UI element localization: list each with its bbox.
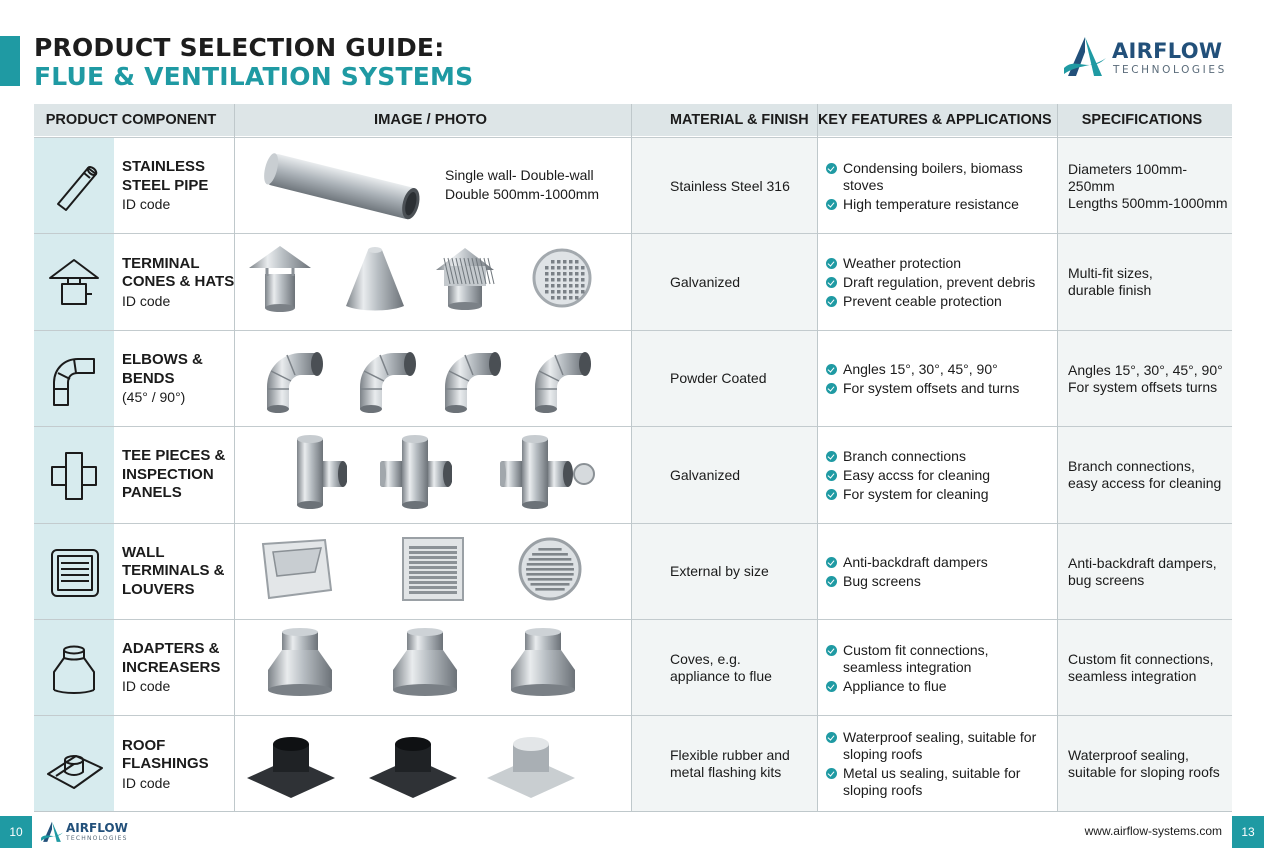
column-header-component: PRODUCT COMPONENT — [45, 111, 217, 128]
product-name — [122, 544, 237, 600]
product-name-line: FLASHINGS — [122, 755, 209, 773]
table-row — [34, 426, 1232, 523]
feature-line: Angles 15°, 30°, 45°, 90° — [843, 360, 998, 377]
product-component — [122, 234, 237, 330]
specification-line: Custom fit connections, — [1068, 651, 1214, 667]
material-text — [670, 747, 790, 781]
product-name-line: BENDS — [122, 369, 175, 387]
check-icon — [826, 576, 837, 587]
feature-item — [826, 380, 1056, 397]
footer — [0, 816, 1264, 848]
product-name-line: INCREASERS — [122, 658, 221, 676]
product-photo — [350, 337, 422, 417]
product-name-line: ELBOWS & — [122, 351, 203, 369]
product-name-line: STAINLESS — [122, 158, 206, 176]
product-photo — [255, 144, 445, 224]
column-divider — [234, 104, 235, 812]
product-code: ID code — [122, 292, 171, 309]
product-name-line: TEE PIECES & — [122, 447, 226, 465]
brand-tagline: TECHNOLOGIES — [1113, 64, 1227, 76]
image-cell — [235, 716, 632, 812]
table-header — [34, 104, 1232, 136]
feature-line: Bug screens — [843, 572, 921, 589]
table-row — [34, 233, 1232, 330]
feature-item — [826, 573, 1056, 590]
material-finish — [670, 331, 815, 427]
feature-list — [826, 331, 1056, 427]
column-divider — [631, 104, 632, 812]
airflow-logo-icon — [1062, 34, 1108, 80]
specification-line: Waterproof sealing, — [1068, 747, 1189, 764]
product-component — [122, 427, 237, 523]
product-code: ID code — [122, 196, 171, 213]
product-photo — [525, 240, 601, 316]
specification-line: Diameters 100mm-250mm — [1068, 160, 1188, 194]
title-line-1: PRODUCT SELECTION GUIDE: — [34, 33, 445, 62]
product-name-line: LOUVERS — [122, 580, 195, 598]
roof-flashing-icon — [44, 734, 106, 796]
specification-line: Multi-fit sizes, — [1068, 265, 1153, 282]
footer-logo — [40, 820, 150, 844]
feature-list — [826, 524, 1056, 620]
table-bottom-border — [34, 811, 1232, 812]
product-component — [122, 620, 237, 716]
icon-cell — [34, 234, 114, 330]
product-name — [122, 351, 237, 388]
website-link[interactable]: www.airflow-systems.com — [1084, 824, 1222, 838]
title-line-2: FLUE & VENTILATION SYSTEMS — [34, 62, 474, 91]
table-row — [34, 523, 1232, 620]
specifications-text — [1068, 458, 1221, 492]
product-name-line: INSPECTION — [122, 465, 214, 483]
specification-line: Anti-backdraft dampers, — [1068, 554, 1217, 571]
specification-line: For system offsets turns — [1068, 378, 1218, 395]
feature-item — [826, 196, 1056, 213]
material-line: Coves, e.g. — [670, 651, 741, 667]
feature-item — [826, 467, 1056, 484]
product-photo — [430, 240, 500, 315]
material-finish — [670, 524, 815, 620]
specifications-text — [1068, 555, 1217, 589]
feature-line: seamless integration — [843, 658, 972, 675]
accent-bar — [0, 36, 20, 86]
product-name-line: PANELS — [122, 484, 182, 502]
feature-line: Draft regulation, prevent debris — [843, 273, 1036, 290]
check-icon — [826, 383, 837, 394]
column-header-image: IMAGE / PHOTO — [373, 111, 487, 128]
check-icon — [826, 732, 837, 743]
feature-line: High temperature resistance — [843, 195, 1019, 212]
product-name-line: ROOF — [122, 736, 166, 754]
page-title — [34, 33, 473, 91]
feature-item — [826, 255, 1056, 272]
product-code: ID code — [122, 774, 171, 791]
feature-list — [826, 138, 1056, 234]
tee-piece-icon — [44, 445, 106, 507]
louver-vent-icon — [44, 542, 106, 604]
material-finish — [670, 716, 815, 812]
feature-list — [826, 716, 1056, 812]
cowl-hat-icon — [44, 252, 106, 314]
material-finish — [670, 234, 815, 330]
specification-line: easy access for cleaning — [1068, 475, 1222, 492]
feature-line: Prevent ceable protection — [843, 292, 1002, 309]
table-row — [34, 715, 1232, 812]
product-name-line: TERMINALS & — [122, 562, 225, 580]
feature-item — [826, 486, 1056, 503]
check-icon — [826, 489, 837, 500]
material-line: External by size — [670, 563, 769, 580]
feature-line: Appliance to flue — [843, 677, 947, 694]
feature-item — [826, 448, 1056, 465]
material-text — [670, 651, 772, 685]
column-header-specifications: SPECIFICATIONS — [1081, 111, 1203, 128]
check-icon — [826, 451, 837, 462]
feature-line: Anti-backdraft dampers — [843, 553, 988, 570]
airflow-logo-icon-small — [40, 820, 64, 844]
specification-line: Branch connections, — [1068, 458, 1195, 475]
feature-line: Waterproof sealing, suitable for — [843, 729, 1037, 746]
column-header-material: MATERIAL & FINISH — [670, 111, 809, 128]
check-icon — [826, 768, 837, 779]
specifications — [1068, 234, 1230, 330]
feature-item — [826, 765, 1056, 799]
product-photo — [380, 433, 452, 513]
feature-item — [826, 160, 1056, 194]
check-icon — [826, 645, 837, 656]
product-name-line: TERMINAL — [122, 254, 200, 272]
feature-item — [826, 293, 1056, 310]
material-line: Galvanized — [670, 273, 741, 290]
specifications — [1068, 331, 1230, 427]
product-photo — [385, 626, 465, 700]
feature-line: Easy accss for cleaning — [843, 466, 991, 483]
feature-item — [826, 729, 1056, 763]
product-photo — [395, 530, 471, 608]
product-photo — [525, 337, 597, 417]
feature-line: Weather protection — [843, 254, 962, 271]
brand-logo — [1062, 34, 1252, 82]
product-photo — [510, 530, 590, 610]
material-line: Galvanized — [670, 466, 741, 483]
feature-list — [826, 427, 1056, 523]
product-component — [122, 331, 237, 427]
icon-cell — [34, 620, 114, 716]
table-row — [34, 619, 1232, 716]
product-table — [34, 104, 1232, 812]
table-row — [34, 137, 1232, 234]
check-icon — [826, 470, 837, 481]
image-note — [445, 166, 599, 203]
feature-item — [826, 361, 1056, 378]
footer-brand-name: AIRFLOW — [66, 821, 128, 835]
icon-cell — [34, 427, 114, 523]
brand-name: AIRFLOW — [1112, 39, 1223, 63]
feature-item — [826, 554, 1056, 571]
specifications-text — [1068, 651, 1214, 685]
product-name-line: WALL — [122, 543, 165, 561]
material-line: Stainless Steel 316 — [670, 177, 790, 194]
product-name — [122, 447, 237, 503]
product-name-line: CONES & HATS — [122, 273, 235, 291]
material-finish — [670, 138, 815, 234]
product-name — [122, 255, 237, 292]
feature-line: sloping roofs — [843, 746, 923, 763]
specification-line: Angles 15°, 30°, 45°, 90° — [1068, 361, 1223, 378]
icon-cell — [34, 716, 114, 812]
feature-list — [826, 620, 1056, 716]
specification-line: Lengths 500mm-1000mm — [1068, 194, 1228, 211]
adapter-reducer-icon — [44, 638, 106, 700]
product-photo — [255, 530, 335, 608]
icon-cell — [34, 138, 114, 234]
material-line: metal flashing kits — [670, 764, 782, 781]
product-component — [122, 138, 237, 234]
icon-cell — [34, 331, 114, 427]
product-code: (45° / 90°) — [122, 389, 186, 406]
product-name — [122, 640, 237, 677]
page-number-right: 13 — [1232, 816, 1264, 848]
specification-line: suitable for sloping roofs — [1068, 764, 1220, 781]
product-photo — [257, 337, 329, 417]
feature-line: For system offsets and turns — [843, 379, 1020, 396]
product-photo — [340, 240, 410, 315]
product-photo — [483, 722, 579, 802]
product-photo — [503, 626, 583, 700]
product-code: ID code — [122, 678, 171, 695]
page-number-left: 10 — [0, 816, 32, 848]
check-icon — [826, 296, 837, 307]
product-name — [122, 737, 237, 774]
feature-line: Condensing boilers, biomass stoves — [843, 159, 1023, 193]
material-line: Flexible rubber and — [670, 747, 790, 764]
feature-line: Branch connections — [843, 447, 966, 464]
table-row — [34, 330, 1232, 427]
feature-line: Metal us sealing, suitable for — [843, 765, 1021, 782]
check-icon — [826, 557, 837, 568]
icon-cell — [34, 524, 114, 620]
specifications — [1068, 138, 1230, 234]
specifications-text — [1068, 265, 1153, 299]
image-cell — [235, 234, 632, 330]
column-header-features: KEY FEATURES & APPLICATIONS — [818, 111, 1052, 128]
image-note-line: Double 500mm-1000mm — [445, 185, 600, 202]
product-photo — [365, 722, 461, 802]
specifications — [1068, 427, 1230, 523]
pipe-icon — [44, 156, 106, 218]
footer-brand-tagline: TECHNOLOGIES — [66, 835, 128, 842]
product-photo — [260, 626, 340, 700]
specifications — [1068, 716, 1230, 812]
specification-line: bug screens — [1068, 571, 1145, 588]
product-name — [122, 158, 237, 195]
material-text — [670, 274, 740, 291]
specifications — [1068, 524, 1230, 620]
material-text — [670, 178, 790, 195]
check-icon — [826, 258, 837, 269]
check-icon — [826, 681, 837, 692]
material-line: appliance to flue — [670, 668, 772, 684]
specification-line: durable finish — [1068, 282, 1152, 299]
image-note-line: Single wall- Double-wall — [445, 167, 594, 183]
image-cell — [235, 331, 632, 427]
material-text — [670, 563, 769, 580]
material-finish — [670, 620, 815, 716]
product-name-line: ADAPTERS & — [122, 640, 220, 658]
feature-line: sloping roofs — [843, 782, 923, 799]
product-component — [122, 716, 237, 812]
product-photo — [275, 433, 347, 513]
product-name-line: STEEL PIPE — [122, 176, 209, 194]
check-icon — [826, 163, 837, 174]
check-icon — [826, 199, 837, 210]
material-text — [670, 467, 740, 484]
product-photo — [500, 433, 596, 513]
feature-item — [826, 274, 1056, 291]
material-text — [670, 370, 767, 387]
column-divider — [1057, 104, 1058, 812]
elbow-icon — [44, 349, 106, 411]
feature-line: Custom fit connections, — [843, 641, 989, 658]
product-component — [122, 524, 237, 620]
product-photo — [245, 240, 315, 315]
column-divider — [817, 104, 818, 812]
feature-item — [826, 642, 1056, 676]
specifications — [1068, 620, 1230, 716]
product-photo — [243, 722, 339, 802]
check-icon — [826, 364, 837, 375]
product-photo — [435, 337, 507, 417]
specifications-text — [1068, 747, 1220, 781]
specifications-text — [1068, 161, 1230, 212]
feature-list — [826, 234, 1056, 330]
material-line: Powder Coated — [670, 370, 767, 387]
image-cell — [235, 427, 632, 523]
feature-item — [826, 678, 1056, 695]
material-finish — [670, 427, 815, 523]
image-cell — [235, 524, 632, 620]
feature-line: For system for cleaning — [843, 485, 989, 502]
specifications-text — [1068, 362, 1223, 396]
image-cell — [235, 620, 632, 716]
check-icon — [826, 277, 837, 288]
specification-line: seamless integration — [1068, 668, 1197, 684]
